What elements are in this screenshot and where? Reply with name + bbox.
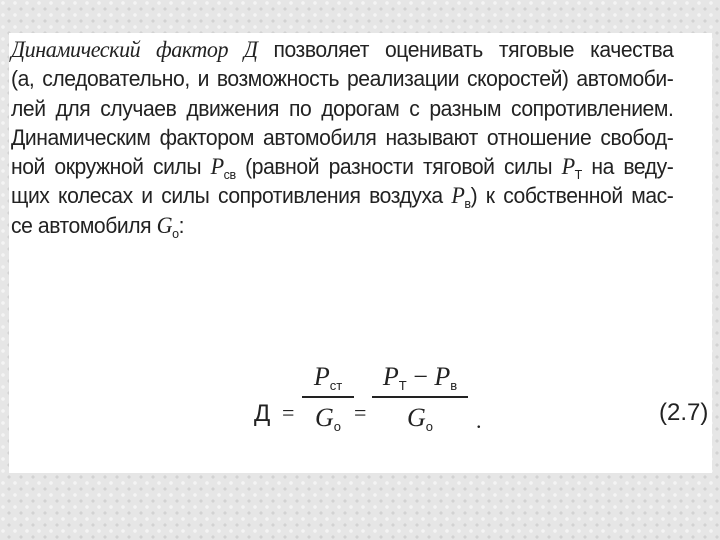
document-page [9, 33, 712, 473]
formula-2-7 [254, 358, 709, 468]
line-text: Динамическим фактором автомобиля называют отношение свобод- [11, 124, 674, 150]
symbol-g: G [406, 402, 426, 432]
line-text: (равной разности тяговой силы [235, 154, 562, 180]
symbol-p: P [434, 362, 451, 391]
equals-sign: = [354, 400, 367, 425]
fraction-2-numerator [372, 362, 468, 392]
equals-sign: = [282, 400, 295, 425]
symbol-p: P [561, 154, 575, 180]
symbol-p: P [382, 362, 399, 391]
line-text: (а, следовательно, и возможность реализации скоростей) автомоби- [11, 66, 674, 92]
line-text: лей для случаев движения по дорогам с разным сопротивлением. [11, 95, 674, 121]
line-text: ной окружной силы [11, 154, 211, 180]
text-line-2 [11, 64, 673, 93]
formula-period: . [476, 408, 482, 433]
text-line-6 [11, 181, 673, 210]
line-text: позволяет оценивать тяговые качества [257, 37, 674, 62]
subscript: Т [398, 378, 407, 393]
fraction-1-denominator [302, 403, 354, 433]
line-text: ) к собственной мас- [470, 183, 674, 209]
subscript: в [464, 196, 471, 212]
line-text: на веду- [581, 154, 674, 180]
symbol-g: G [156, 212, 173, 238]
fraction-bar [302, 396, 354, 398]
subscript: св [223, 167, 236, 183]
equation-number: (2.7) [659, 399, 709, 426]
minus-sign: − [406, 362, 435, 391]
line-text: щих колесах и силы сопротивления воздуха [11, 183, 452, 209]
fraction-1 [302, 362, 354, 433]
symbol-p: P [210, 154, 224, 180]
line-text: се автомобиля [11, 212, 157, 238]
fraction-bar [372, 396, 468, 398]
subscript: ст [329, 378, 343, 393]
subscript: о [425, 418, 433, 434]
text-line-7 [11, 211, 673, 240]
formula-lhs: Д [254, 400, 271, 427]
line-text: : [178, 212, 185, 238]
fraction-2-denominator [372, 403, 468, 433]
subscript: Т [574, 167, 582, 183]
symbol-p: P [451, 183, 465, 209]
fraction-2 [372, 362, 468, 433]
subscript: о [172, 225, 179, 241]
symbol-g: G [314, 402, 334, 432]
text-line-5 [11, 152, 673, 181]
fraction-1-numerator [302, 362, 354, 392]
symbol-p: P [313, 362, 330, 391]
subscript: в [450, 378, 458, 393]
text-line-3 [11, 94, 673, 123]
text-line-4 [11, 123, 673, 152]
paragraph [11, 35, 673, 240]
term-italic: Динамический фактор Д [11, 37, 258, 62]
subscript: о [333, 418, 341, 434]
text-line-1 [11, 35, 673, 64]
